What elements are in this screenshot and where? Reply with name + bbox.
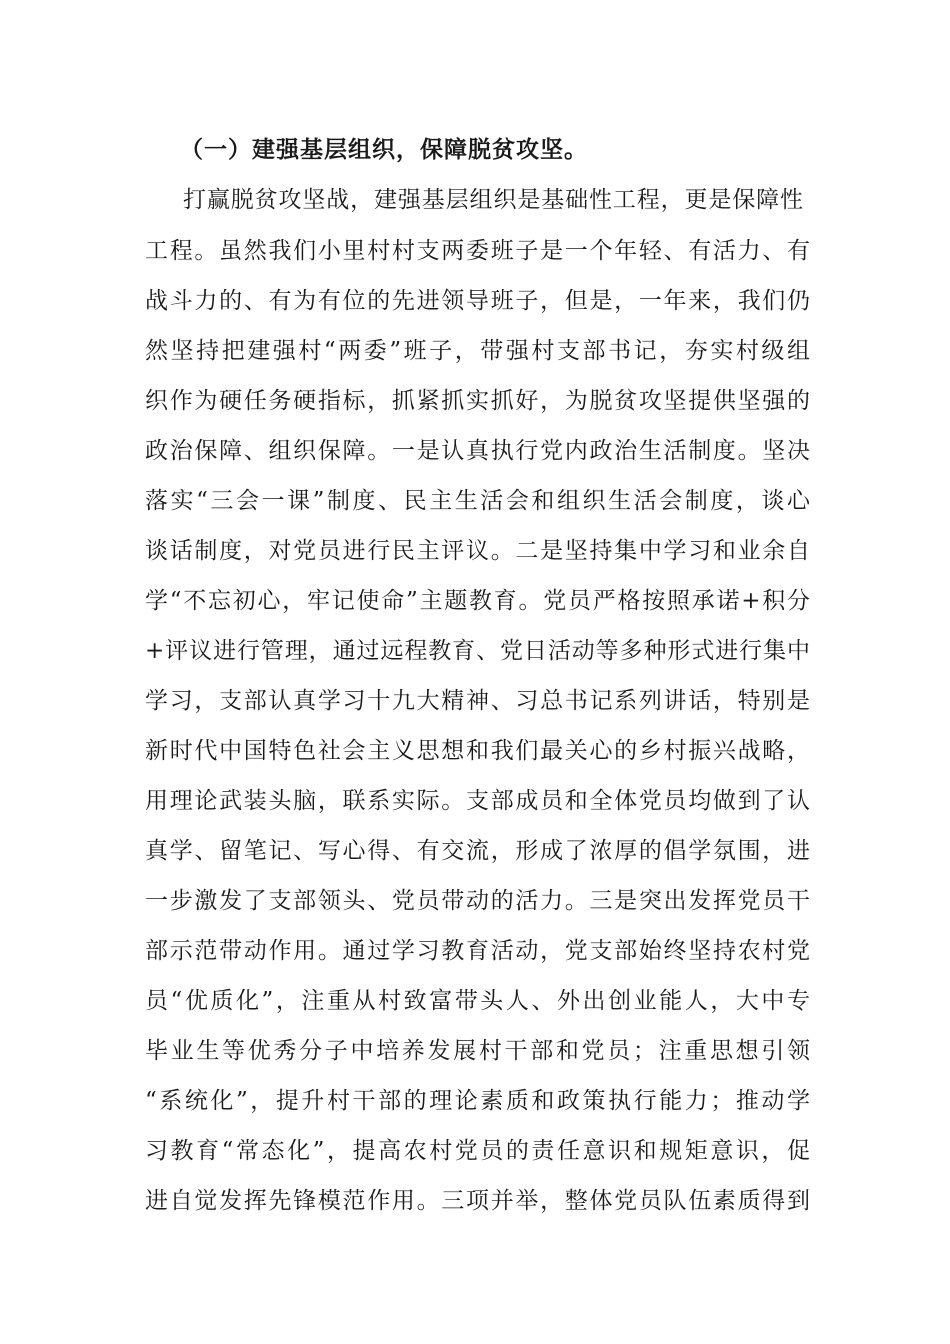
paragraph-line: 落实“三会一课”制度、民主生活会和组织生活会制度，谈心 — [145, 488, 810, 514]
paragraph-line: 谈话制度，对党员进行民主评议。二是坚持集中学习和业余自 — [145, 538, 810, 564]
paragraph-line: 用理论武装头脑，联系实际。支部成员和全体党员均做到了认 — [145, 788, 810, 814]
paragraph-line: 一步激发了支部领头、党员带动的活力。三是突出发挥党员干 — [145, 888, 810, 914]
paragraph-line: 部示范带动作用。通过学习教育活动，党支部始终坚持农村党 — [145, 938, 810, 964]
paragraph-line: 政治保障、组织保障。一是认真执行党内政治生活制度。坚决 — [145, 438, 810, 464]
paragraph-line: 打赢脱贫攻坚战，建强基层组织是基础性工程，更是保障性 — [183, 187, 803, 213]
section-heading: （一）建强基层组织，保障脱贫攻坚。 — [180, 136, 588, 163]
paragraph-line: 毕业生等优秀分子中培养发展村干部和党员；注重思想引领 — [145, 1038, 810, 1064]
paragraph-line: 织作为硬任务硬指标，抓紧抓实抓好，为脱贫攻坚提供坚强的 — [145, 388, 810, 414]
paragraph-line: “系统化”，提升村干部的理论素质和政策执行能力；推动学 — [145, 1088, 810, 1114]
paragraph-line: 工程。虽然我们小里村村支两委班子是一个年轻、有活力、有 — [145, 238, 810, 264]
paragraph-line: 学“不忘初心，牢记使命”主题教育。党员严格按照承诺+积分 — [145, 588, 810, 614]
paragraph-line: 员“优质化”，注重从村致富带头人、外出创业能人，大中专 — [145, 988, 810, 1014]
paragraph-line: 新时代中国特色社会主义思想和我们最关心的乡村振兴战略， — [145, 738, 810, 764]
paragraph-line: 习教育“常态化”，提高农村党员的责任意识和规矩意识，促 — [145, 1138, 810, 1164]
paragraph-line: 真学、留笔记、写心得、有交流，形成了浓厚的倡学氛围，进 — [145, 838, 810, 864]
paragraph-line: 进自觉发挥先锋模范作用。三项并举，整体党员队伍素质得到 — [145, 1188, 810, 1214]
paragraph-line: 然坚持把建强村“两委”班子，带强村支部书记，夯实村级组 — [145, 338, 810, 364]
paragraph-line: +评议进行管理，通过远程教育、党日活动等多种形式进行集中 — [145, 638, 810, 664]
paragraph-line: 学习，支部认真学习十九大精神、习总书记系列讲话，特别是 — [145, 688, 810, 714]
paragraph-line: 战斗力的、有为有位的先进领导班子，但是，一年来，我们仍 — [145, 288, 810, 314]
